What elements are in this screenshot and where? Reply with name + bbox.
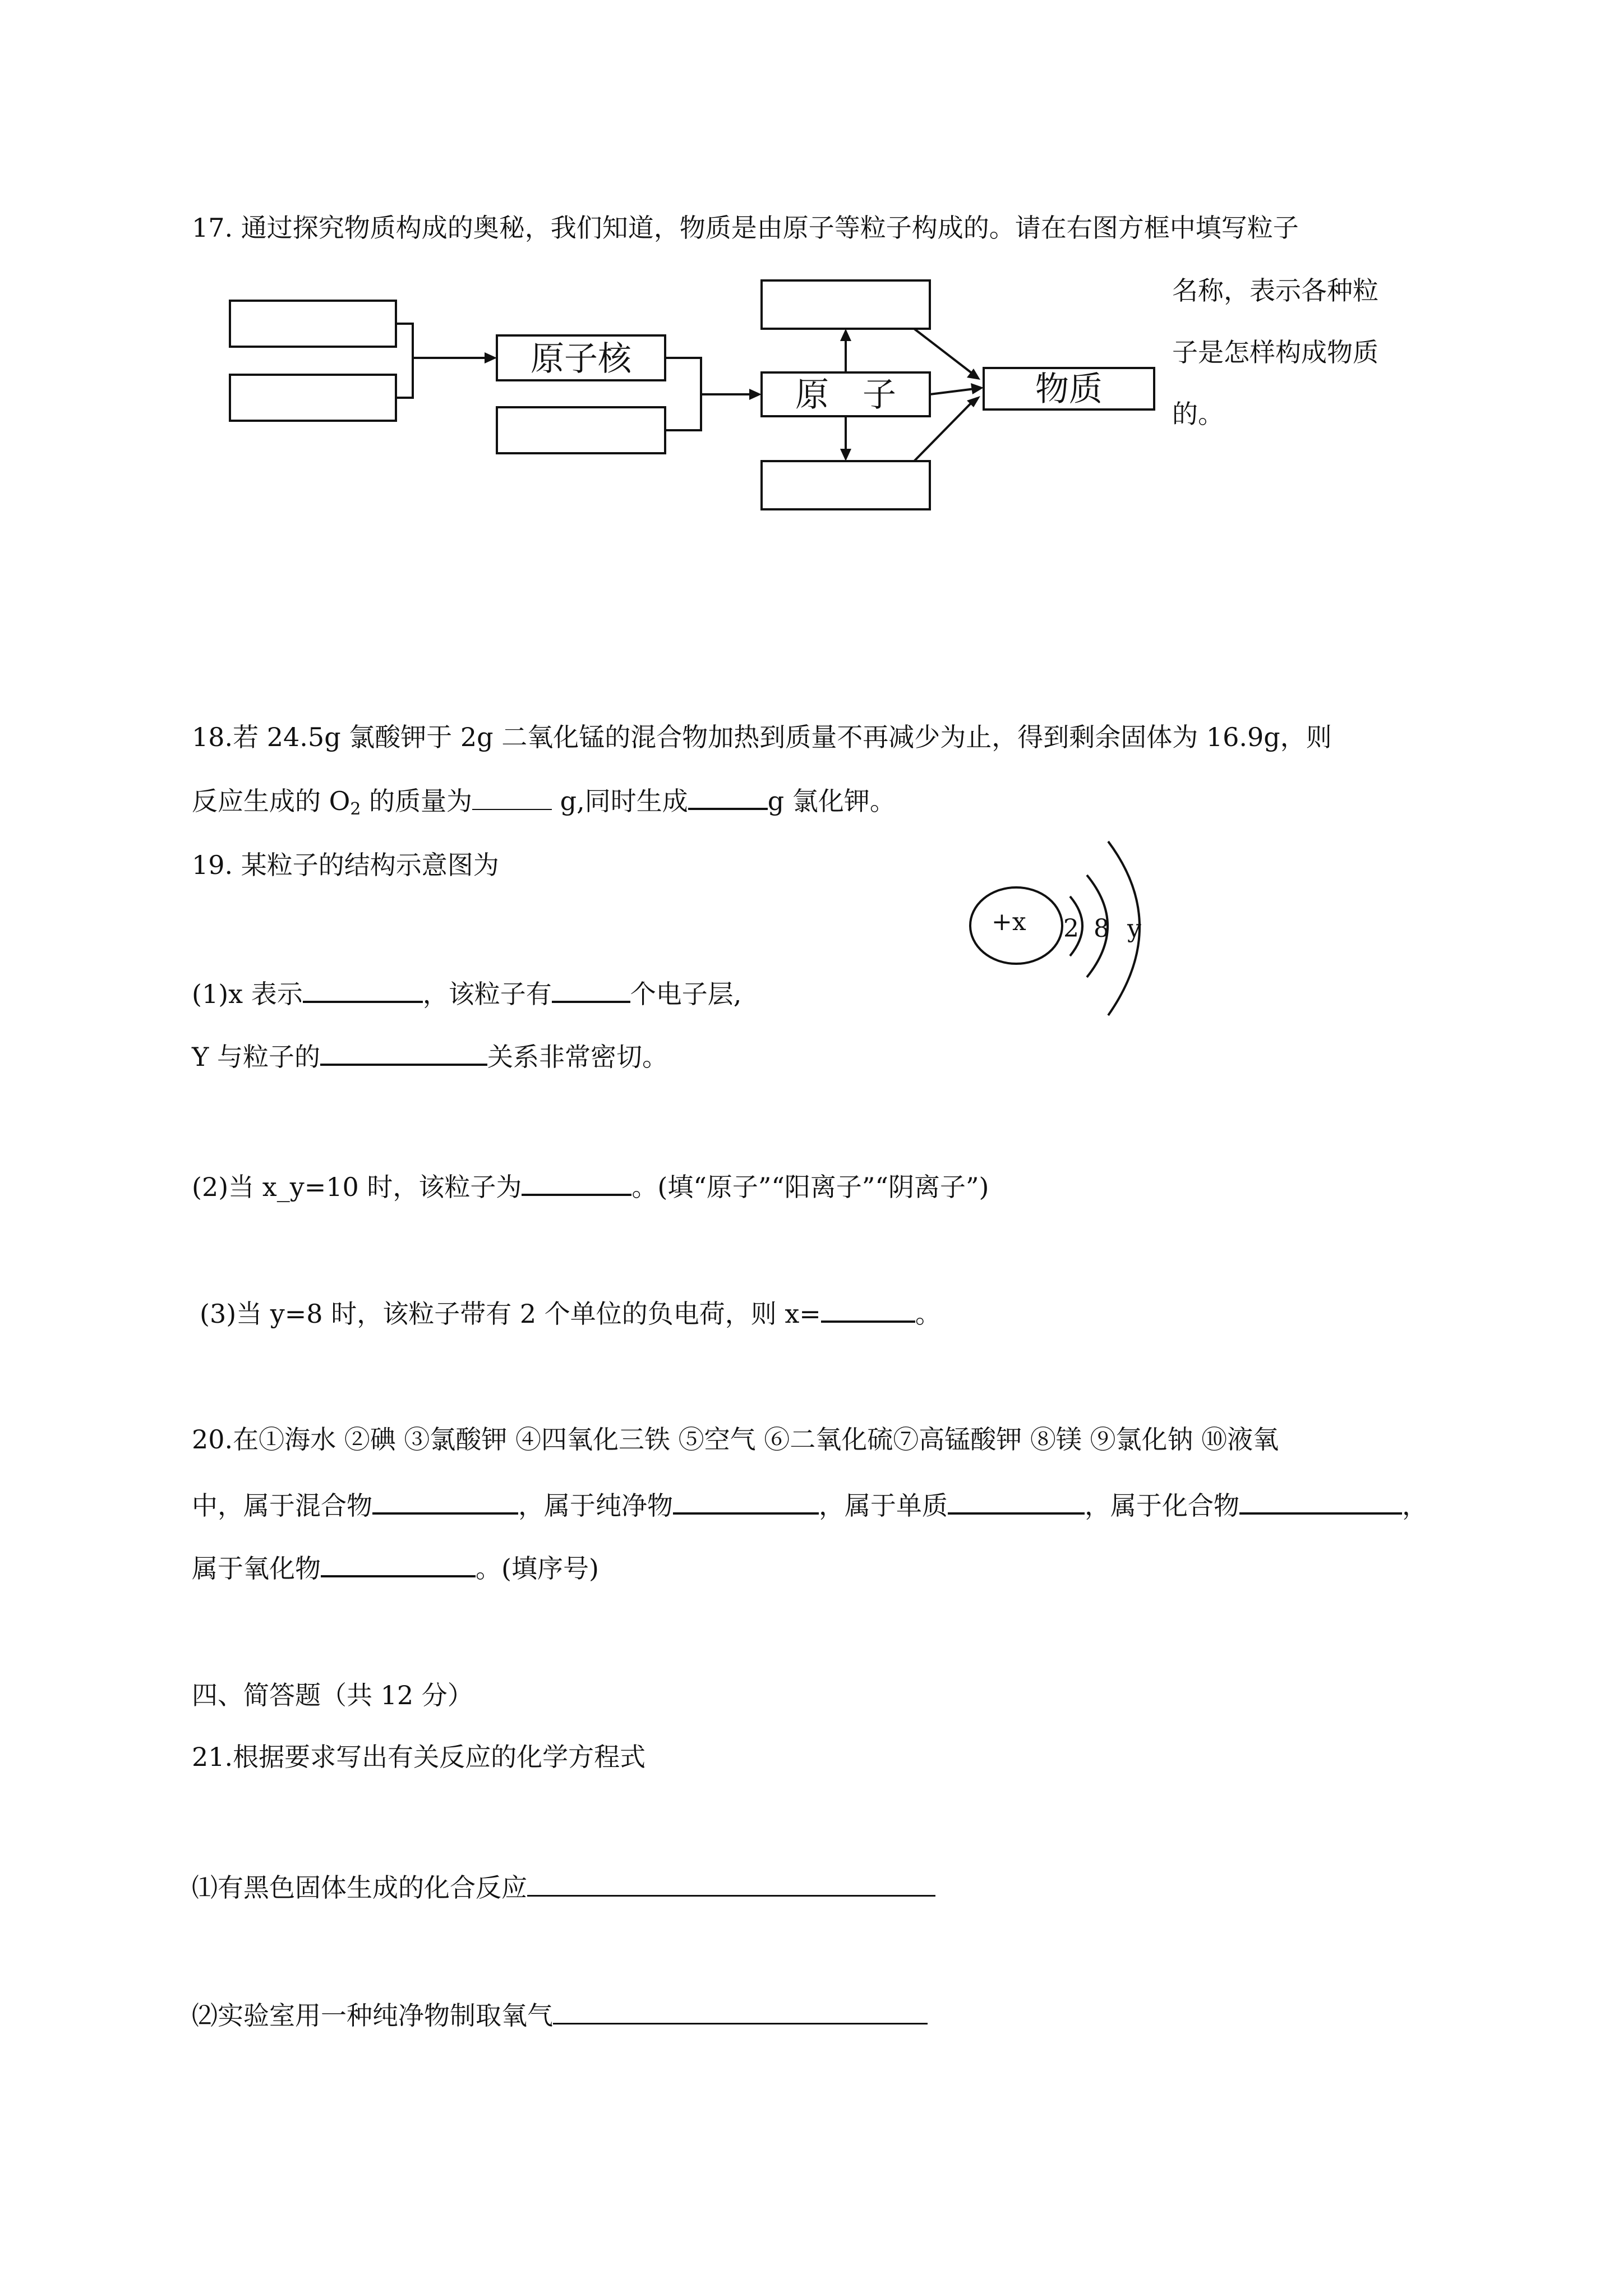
q19-part2-text-a: (2)当 x_y=10 时，该粒子为 — [192, 1172, 522, 1202]
q20-blank-pure-substances[interactable] — [673, 1488, 819, 1515]
q18-line2 — [192, 783, 896, 826]
q18-text-b: 的质量为 — [361, 786, 473, 816]
blank-box-neutron[interactable] — [230, 375, 396, 421]
q18-text-d: g 氯化钾。 — [767, 786, 896, 816]
q17-side-text-1: 名称，表示各种粒 — [1172, 275, 1378, 306]
shell2-electrons: 8 — [1094, 914, 1109, 943]
q20-text-b: ，属于纯净物 — [518, 1490, 673, 1521]
q19-title: 19. 某粒子的结构示意图为 — [192, 850, 499, 880]
q17-side-text-3: 的。 — [1172, 399, 1224, 429]
substance-label: 物质 — [1035, 370, 1103, 409]
q19-blank-shell-count[interactable] — [552, 976, 630, 1003]
q19-part1-text-a: (1)x 表示 — [192, 979, 303, 1009]
q21-blank-equation-1[interactable] — [527, 1870, 935, 1897]
section4-title: 四、简答题（共 12 分） — [192, 1680, 473, 1710]
q20-line3-text-a: 属于氧化物 — [192, 1553, 321, 1584]
q21-part1 — [192, 1870, 935, 1904]
atom-structure-diagram — [965, 836, 1178, 1038]
q20-text-e: ， — [1402, 1490, 1428, 1521]
blank-box-molecule[interactable] — [762, 280, 930, 329]
q20-text-d: ，属于化合物 — [1085, 1490, 1239, 1521]
q17-side-text-2: 子是怎样构成物质 — [1172, 337, 1378, 367]
q19-part3 — [200, 1296, 941, 1331]
q20-text-c: ，属于单质 — [819, 1490, 948, 1521]
q19-part2 — [192, 1169, 989, 1204]
q20-blank-elements[interactable] — [948, 1488, 1085, 1515]
q18-text-a: 反应生成的 O — [192, 786, 351, 816]
shell1-electrons: 2 — [1063, 914, 1079, 943]
q18-subscript: 2 — [350, 799, 361, 819]
q19-part3-text-b: 。 — [915, 1299, 941, 1329]
q18-line1: 18.若 24.5g 氯酸钾于 2g 二氧化锰的混合物加热到质量不再减少为止，得到剩余固体为 16.9g，则 — [192, 722, 1332, 752]
shell3-electrons: y — [1127, 914, 1141, 943]
q20-line1: 20.在①海水 ②碘 ③氯酸钾 ④四氧化三铁 ⑤空气 ⑥二氧化硫⑦高锰酸钾 ⑧镁 ⑨氯化钠 ⑩液氧 — [192, 1424, 1279, 1455]
q19-part1-line2 — [192, 1039, 668, 1074]
q18-text-c: g,同时生成 — [552, 786, 688, 816]
q19-part3-text-a: (3)当 y=8 时，该粒子带有 2 个单位的负电荷，则 x= — [200, 1299, 821, 1329]
q19-part1-line1 — [192, 976, 741, 1011]
q17-line1: 17. 通过探究物质构成的奥秘，我们知道，物质是由原子等粒子构成的。请在右图方框中填写粒子 — [192, 213, 1299, 243]
particle-structure-diagram — [185, 264, 1195, 533]
q20-blank-oxides[interactable] — [321, 1550, 476, 1577]
q20-text-a: 中，属于混合物 — [192, 1490, 372, 1521]
blank-box-proton[interactable] — [230, 301, 396, 347]
q18-blank-kcl-mass[interactable] — [688, 783, 768, 810]
q21-part2 — [192, 1998, 928, 2032]
q19-part1-line2-text-b: 关系非常密切。 — [487, 1042, 668, 1072]
blank-box-ion[interactable] — [762, 461, 930, 509]
q20-blank-compounds[interactable] — [1239, 1488, 1402, 1515]
q21-title: 21.根据要求写出有关反应的化学方程式 — [192, 1742, 646, 1772]
q20-line3-text-b: 。(填序号) — [476, 1553, 599, 1584]
nucleus-charge: +x — [992, 908, 1026, 936]
q19-part1-text-c: 个电子层, — [630, 979, 742, 1009]
blank-box-electron[interactable] — [497, 407, 665, 453]
atom-label: 原 子 — [795, 375, 896, 415]
q21-blank-equation-2[interactable] — [553, 1998, 928, 2024]
nucleus-label: 原子核 — [531, 339, 631, 379]
q19-part2-text-b: 。(填“原子”“阳离子”“阴离子”) — [631, 1172, 989, 1202]
q21-part2-text: ⑵实验室用一种纯净物制取氧气 — [192, 2000, 553, 2031]
q18-blank-o2-mass[interactable] — [472, 784, 552, 810]
q19-blank-x-meaning[interactable] — [303, 976, 423, 1003]
q21-part1-text: ⑴有黑色固体生成的化合反应 — [192, 1872, 527, 1903]
q19-blank-particle-type[interactable] — [522, 1169, 631, 1196]
q19-blank-x-value[interactable] — [821, 1296, 915, 1323]
q20-line2 — [192, 1488, 1428, 1522]
q19-part1-line2-text-a: Y 与粒子的 — [192, 1042, 320, 1072]
q20-line3 — [192, 1550, 599, 1585]
q19-part1-text-b: ，该粒子有 — [422, 979, 552, 1009]
q20-blank-mixtures[interactable] — [372, 1488, 518, 1515]
q19-blank-y-relation[interactable] — [320, 1039, 487, 1066]
